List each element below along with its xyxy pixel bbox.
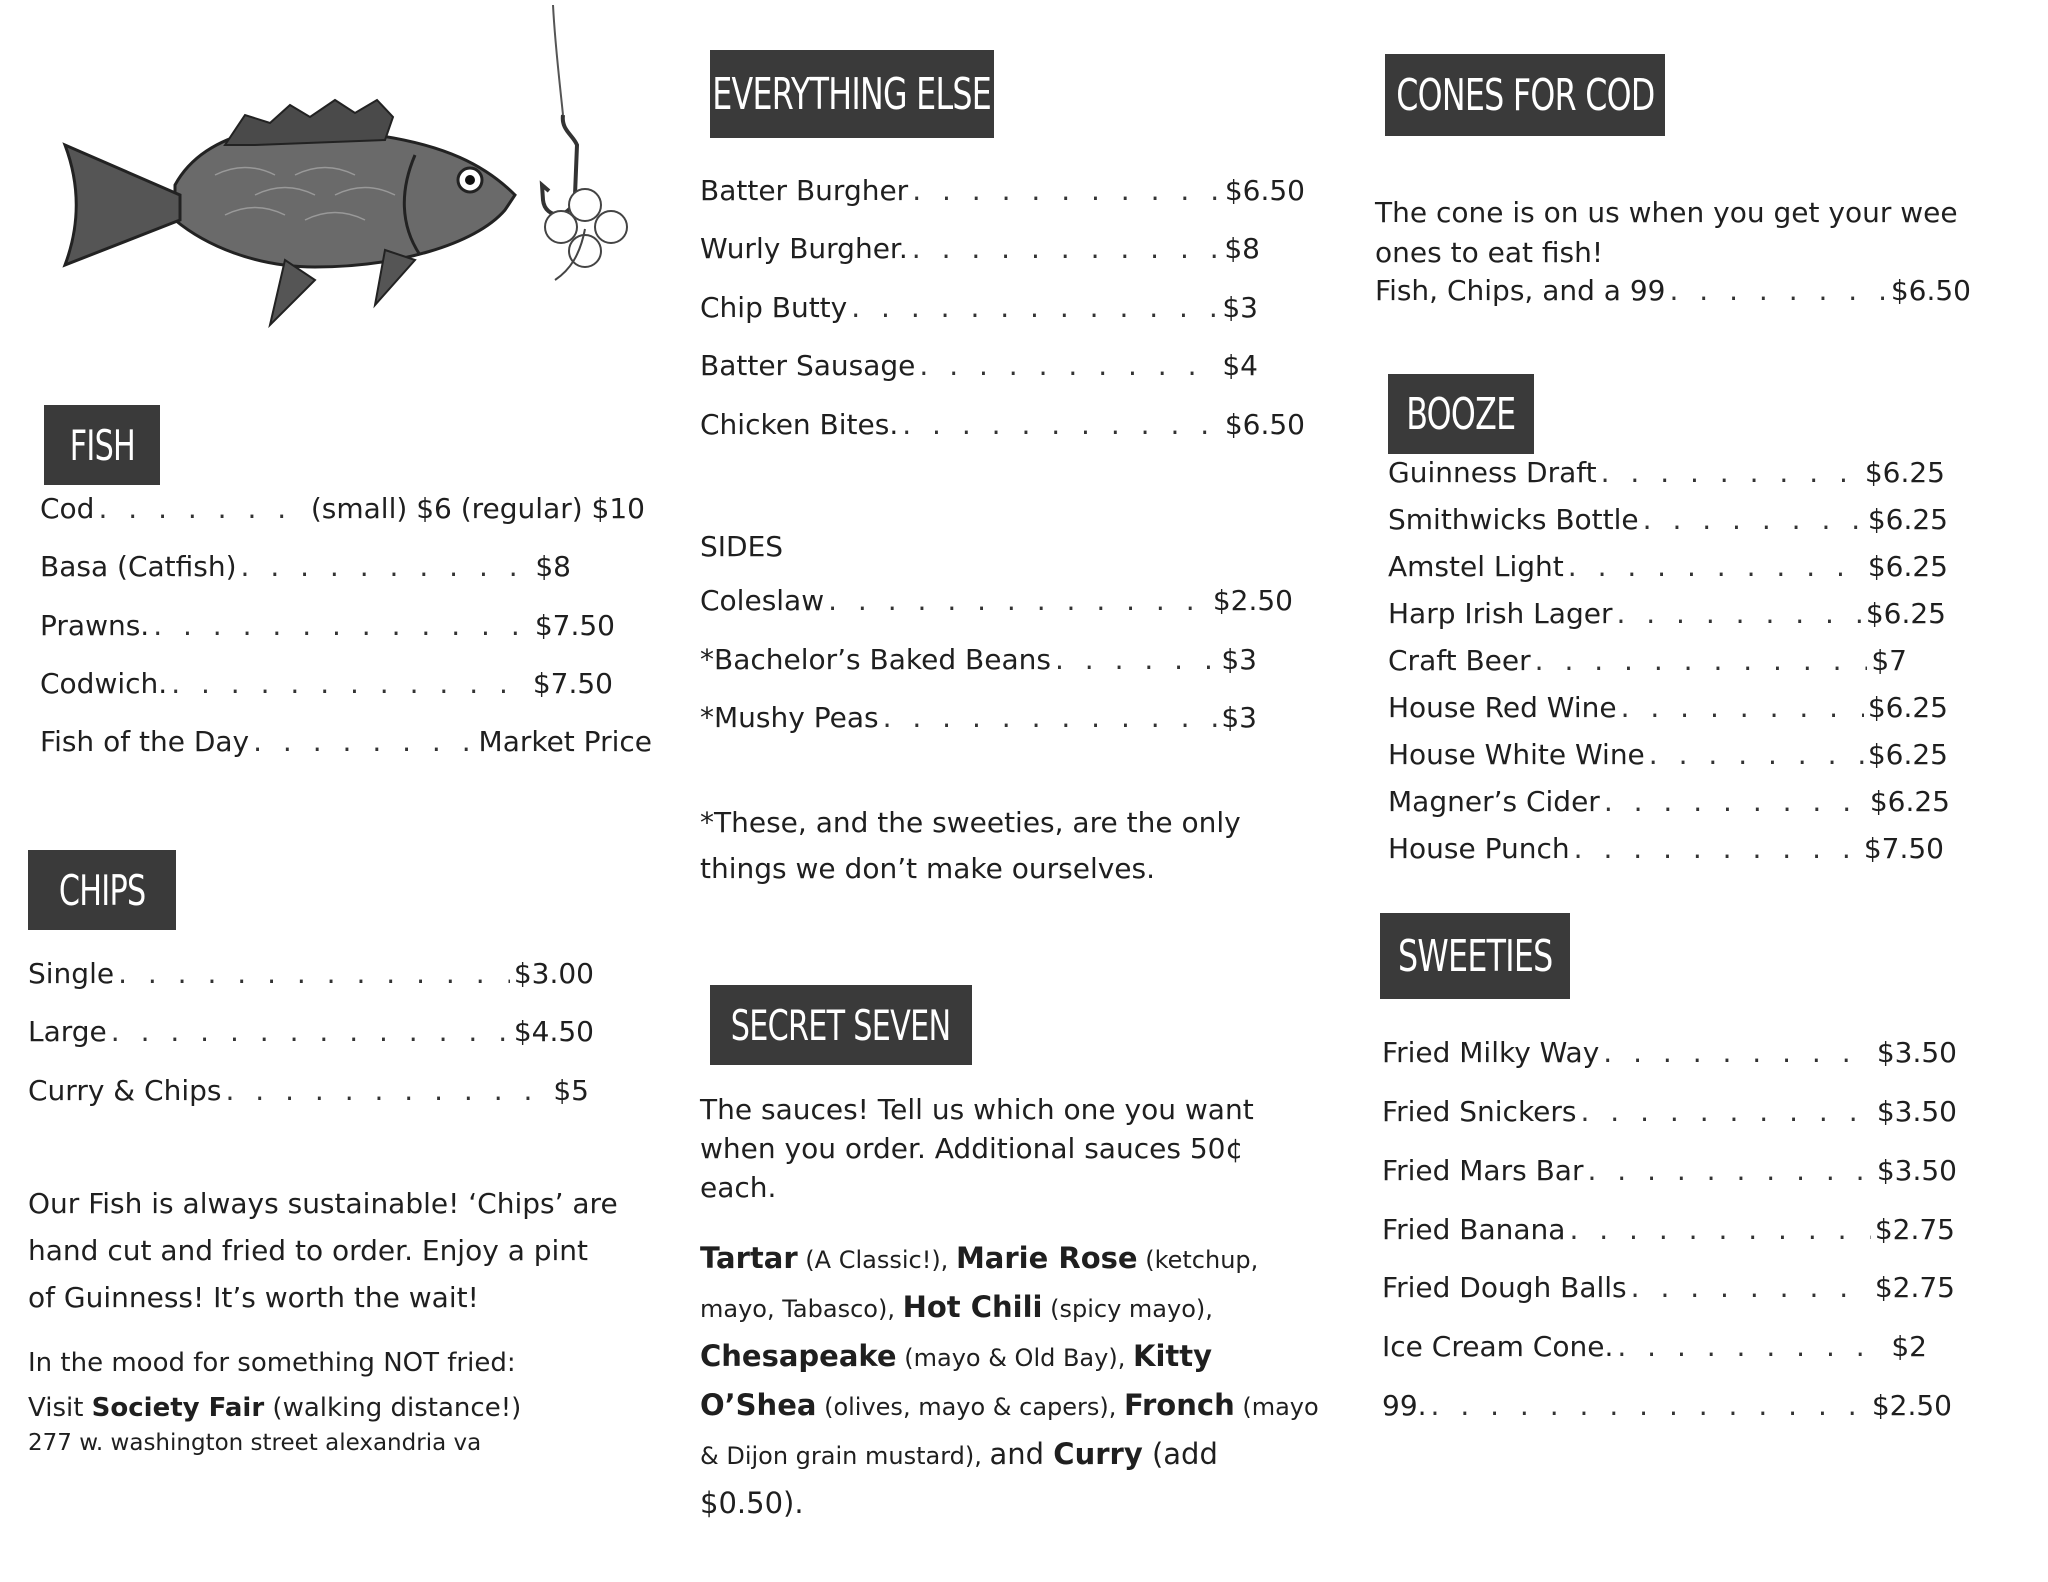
item-price: $8 <box>1224 232 1260 265</box>
fish-on-hook-icon <box>55 5 635 355</box>
cones-header <box>1385 54 1665 136</box>
leader-dots <box>912 235 1221 263</box>
menu-item <box>40 550 571 583</box>
leader-dots <box>1431 1392 1868 1420</box>
and-word: and <box>989 1437 1054 1471</box>
leader-dots <box>1601 459 1861 487</box>
item-price: $6.25 <box>1865 597 1946 630</box>
menu-item <box>700 643 1257 676</box>
item-price: (small) $6 (regular) $10 <box>310 492 645 525</box>
menu-item <box>700 291 1258 324</box>
item-price: $6.25 <box>1867 691 1948 724</box>
item-price: $6.50 <box>1224 408 1305 441</box>
sides-note <box>700 800 1320 892</box>
sauce-desc: (ketchup, mayo, Tabasco), <box>700 1246 1259 1323</box>
menu-item <box>1388 597 1946 630</box>
cones-text <box>1375 193 2015 273</box>
item-name: Craft Beer <box>1388 644 1531 677</box>
item-name: Guinness Draft <box>1388 456 1597 489</box>
leader-dots <box>1603 1039 1873 1067</box>
sauce-desc: (mayo & Old Bay), <box>896 1344 1133 1372</box>
mood-line: In the mood for something NOT fried: <box>28 1348 516 1378</box>
sauce-list <box>700 1235 1320 1529</box>
item-name: Large <box>28 1015 107 1048</box>
secret-seven-header <box>710 985 972 1065</box>
item-name: Chicken Bites. <box>700 408 899 441</box>
item-price: $6.25 <box>1867 503 1948 536</box>
visit-line <box>28 1393 521 1423</box>
menu-item <box>1382 1330 1927 1363</box>
leader-dots <box>851 294 1218 322</box>
item-price: $6.25 <box>1864 456 1945 489</box>
menu-item <box>1382 1389 1952 1422</box>
leader-dots <box>1574 835 1860 863</box>
item-name: 99. <box>1382 1389 1427 1422</box>
item-name: Wurly Burgher. <box>700 232 908 265</box>
item-price: $7.50 <box>1863 832 1944 865</box>
item-price: $3.50 <box>1876 1095 1957 1128</box>
item-name: Fried Milky Way <box>1382 1036 1600 1069</box>
item-price: $4 <box>1222 349 1258 382</box>
item-name: Fish, Chips, and a 99 <box>1375 274 1666 307</box>
cones-header-label: CONES FOR COD <box>1395 69 1655 121</box>
leader-dots <box>828 587 1209 615</box>
menu-item <box>28 1074 589 1107</box>
item-name: Curry & Chips <box>28 1074 222 1107</box>
visit-place: Society Fair <box>91 1393 265 1423</box>
sauce-desc: (olives, mayo & capers), <box>816 1393 1125 1421</box>
secret-seven-header-label: SECRET SEVEN <box>731 1000 951 1050</box>
menu-item <box>40 725 652 758</box>
item-price: $7.50 <box>534 609 615 642</box>
leader-dots <box>1587 1157 1872 1185</box>
item-price: $3.50 <box>1876 1036 1957 1069</box>
visit-suffix: (walking distance!) <box>264 1393 522 1423</box>
sauce-desc: (add $0.50). <box>700 1437 1218 1520</box>
menu-item <box>1382 1036 1957 1069</box>
leader-dots <box>912 177 1221 205</box>
sweeties-header-label: SWEETIES <box>1397 930 1553 982</box>
item-name: Fried Banana <box>1382 1213 1566 1246</box>
sweeties-header <box>1380 913 1570 999</box>
chips-header-label: CHIPS <box>58 865 146 915</box>
sauce-desc: (A Classic!), <box>797 1246 956 1274</box>
leader-dots <box>1055 646 1217 674</box>
secret-seven-intro <box>700 1090 1320 1207</box>
item-price: $4.50 <box>513 1015 594 1048</box>
menu-item <box>1382 1154 1957 1187</box>
menu-item <box>700 232 1260 265</box>
note-line: Our Fish is always sustainable! ‘Chips’ are <box>28 1187 618 1220</box>
menu-item <box>1388 550 1948 583</box>
menu-item <box>28 1015 594 1048</box>
leader-dots <box>153 612 531 640</box>
item-price: $6.50 <box>1224 174 1305 207</box>
sauce-name: Kitty O’Shea <box>700 1339 1213 1422</box>
item-price: $6.25 <box>1867 550 1948 583</box>
sauce-name: Curry <box>1053 1437 1143 1471</box>
menu-item <box>1388 832 1944 865</box>
item-name: *Mushy Peas <box>700 701 879 734</box>
item-name: Fried Dough Balls <box>1382 1271 1627 1304</box>
booze-header-label: BOOZE <box>1406 388 1516 440</box>
item-name: Ice Cream Cone. <box>1382 1330 1614 1363</box>
sauce-name: Marie Rose <box>955 1241 1138 1275</box>
leader-dots <box>1621 694 1864 722</box>
note-line: *These, and the sweeties, are the only <box>700 806 1241 839</box>
menu-item <box>40 492 645 525</box>
sauce-name: Fronch <box>1124 1388 1235 1422</box>
leader-dots <box>919 352 1218 380</box>
item-name: Smithwicks Bottle <box>1388 503 1639 536</box>
visit-prefix: Visit <box>28 1393 92 1423</box>
menu-item <box>28 957 594 990</box>
everything-else-header-label: EVERYTHING ELSE <box>712 68 992 120</box>
item-name: Prawns. <box>40 609 150 642</box>
item-name: Single <box>28 957 115 990</box>
leader-dots <box>241 553 532 581</box>
leader-dots <box>883 704 1218 732</box>
sauce-name: Tartar <box>700 1241 798 1275</box>
item-name: Coleslaw <box>700 584 825 617</box>
menu-item <box>700 408 1305 441</box>
item-name: *Bachelor’s Baked Beans <box>700 643 1051 676</box>
item-price: $2.75 <box>1874 1213 1955 1246</box>
menu-item <box>1388 691 1948 724</box>
leader-dots <box>1649 741 1864 769</box>
leader-dots <box>1581 1098 1873 1126</box>
leader-dots <box>1631 1274 1871 1302</box>
item-name: Fried Mars Bar <box>1382 1154 1584 1187</box>
leader-dots <box>1569 1216 1870 1244</box>
item-price: $5 <box>553 1074 589 1107</box>
item-price: $7.50 <box>532 667 613 700</box>
item-price: $2.75 <box>1874 1271 1955 1304</box>
item-name: Batter Sausage <box>700 349 916 382</box>
intro-line: each. <box>700 1171 777 1204</box>
menu-item <box>1382 1271 1955 1304</box>
cones-line: The cone is on us when you get your wee <box>1375 196 1958 229</box>
item-price: $2.50 <box>1212 584 1293 617</box>
item-price: $7 <box>1871 644 1907 677</box>
item-price: $6.50 <box>1890 274 1971 307</box>
intro-line: when you order. Additional sauces 50¢ <box>700 1132 1244 1165</box>
item-price: $2 <box>1891 1330 1927 1363</box>
intro-line: The sauces! Tell us which one you want <box>700 1093 1254 1126</box>
chips-header <box>28 850 176 930</box>
menu-item <box>700 174 1305 207</box>
leader-dots <box>253 728 474 756</box>
menu-item <box>1382 1213 1955 1246</box>
everything-else-header <box>710 50 994 138</box>
item-name: Harp Irish Lager <box>1388 597 1613 630</box>
item-name: House White Wine <box>1388 738 1645 771</box>
item-price: Market Price <box>478 725 652 758</box>
menu-item <box>40 667 613 700</box>
item-price: $3 <box>1222 291 1258 324</box>
item-name: House Punch <box>1388 832 1570 865</box>
menu-item <box>1388 738 1948 771</box>
sides-label: SIDES <box>700 530 784 563</box>
menu-item <box>700 349 1258 382</box>
item-name: Amstel Light <box>1388 550 1564 583</box>
menu-item <box>1388 503 1948 536</box>
menu-item <box>1375 274 1971 307</box>
address: 277 w. washington street alexandria va <box>28 1430 482 1456</box>
booze-header <box>1388 374 1534 454</box>
item-name: Cod <box>40 492 95 525</box>
leader-dots <box>111 1018 510 1046</box>
leader-dots <box>118 960 510 988</box>
leader-dots <box>1670 277 1887 305</box>
cones-line: ones to eat fish! <box>1375 236 1604 269</box>
menu-item <box>40 609 615 642</box>
leader-dots <box>1604 788 1866 816</box>
leader-dots <box>1568 553 1864 581</box>
item-name: Magner’s Cider <box>1388 785 1600 818</box>
menu-item <box>1382 1095 1957 1128</box>
sauce-desc: (spicy mayo), <box>1042 1295 1213 1323</box>
chips-note <box>28 1180 668 1321</box>
fish-header-label: FISH <box>69 420 135 470</box>
item-name: Batter Burgher <box>700 174 909 207</box>
item-name: Fish of the Day <box>40 725 250 758</box>
note-line: things we don’t make ourselves. <box>700 852 1156 885</box>
leader-dots <box>98 495 306 523</box>
item-price: $3.00 <box>513 957 594 990</box>
item-price: $6.25 <box>1867 738 1948 771</box>
sauce-desc: (mayo & Dijon grain mustard), <box>700 1393 1319 1470</box>
item-name: Chip Butty <box>700 291 848 324</box>
item-price: $3 <box>1221 701 1257 734</box>
leader-dots <box>225 1077 549 1105</box>
menu-item <box>1388 785 1950 818</box>
note-line: hand cut and fried to order. Enjoy a pint <box>28 1234 589 1267</box>
item-name: House Red Wine <box>1388 691 1617 724</box>
item-price: $3.50 <box>1876 1154 1957 1187</box>
fish-header <box>44 405 160 485</box>
sauce-name: Chesapeake <box>700 1339 897 1373</box>
menu-item <box>1388 456 1945 489</box>
menu-item <box>700 584 1293 617</box>
leader-dots <box>1643 506 1864 534</box>
sauce-name: Hot Chili <box>902 1290 1043 1324</box>
item-name: Codwich. <box>40 667 168 700</box>
leader-dots <box>1616 600 1861 628</box>
menu-item <box>700 701 1257 734</box>
leader-dots <box>902 411 1221 439</box>
note-line: of Guinness! It’s worth the wait! <box>28 1281 479 1314</box>
item-price: $3 <box>1221 643 1257 676</box>
menu-item <box>1388 644 1907 677</box>
item-name: Fried Snickers <box>1382 1095 1577 1128</box>
item-name: Basa (Catfish) <box>40 550 237 583</box>
leader-dots <box>1617 1333 1887 1361</box>
item-price: $8 <box>535 550 571 583</box>
item-price: $6.25 <box>1869 785 1950 818</box>
item-price: $2.50 <box>1871 1389 1952 1422</box>
leader-dots <box>171 670 529 698</box>
leader-dots <box>1535 647 1868 675</box>
